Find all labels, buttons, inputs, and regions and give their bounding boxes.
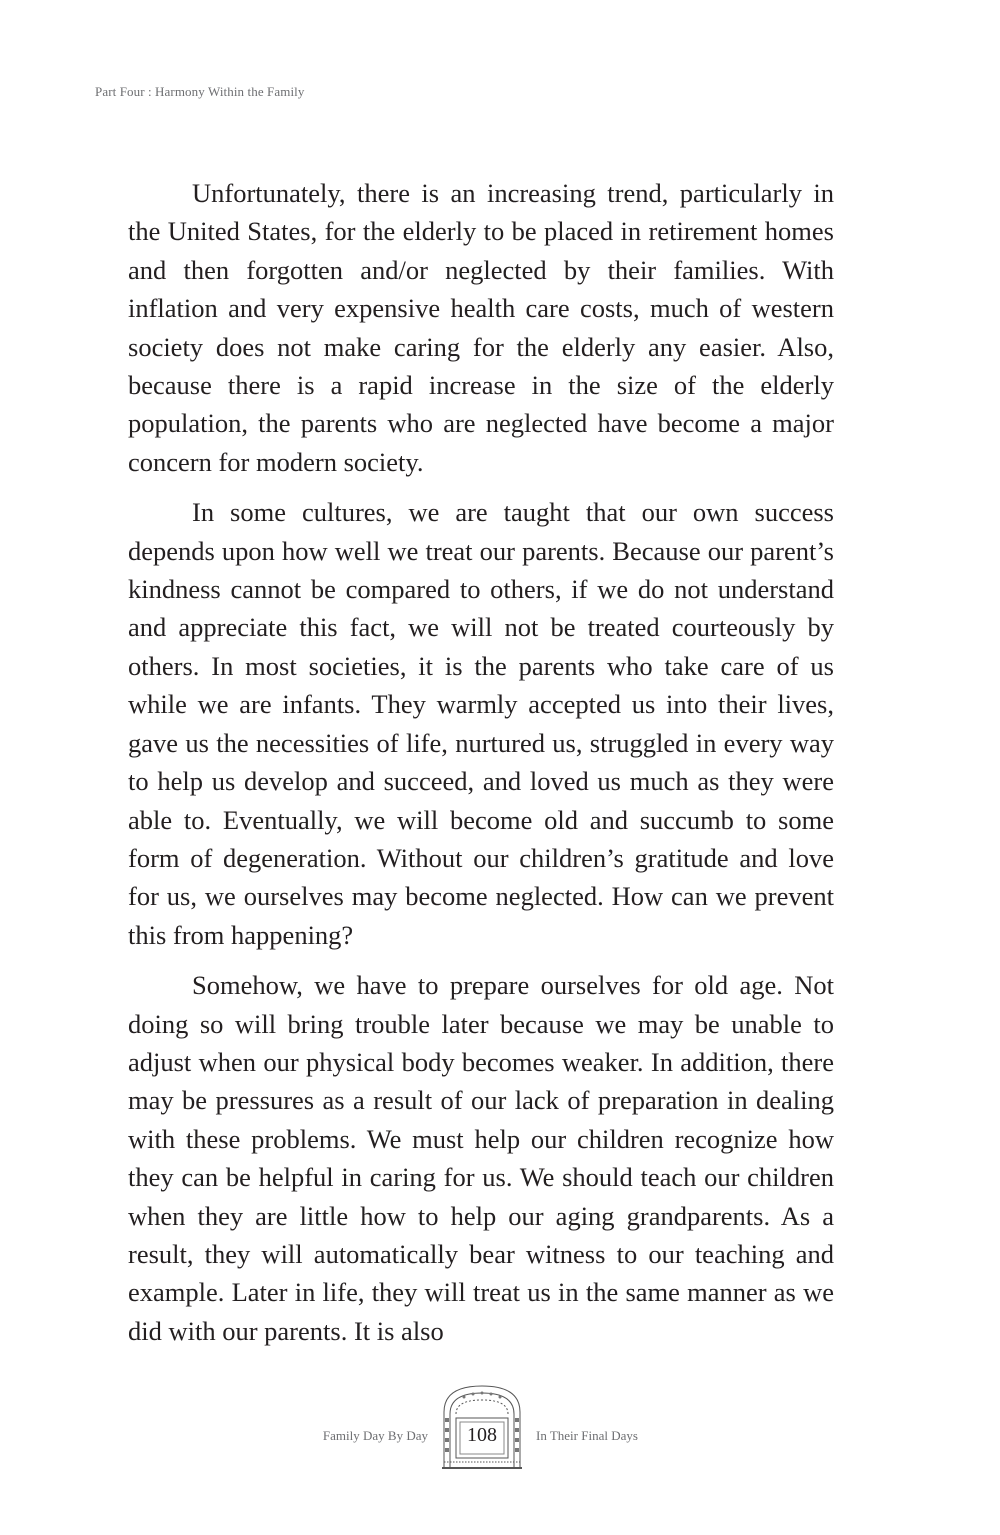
page-footer <box>0 1380 1000 1480</box>
footer-book-title: Family Day By Day <box>322 1428 428 1443</box>
paragraph-3: Somehow, we have to prepare ourselves for old age. Not doing so will bring trouble later because we may be unable to adjust when our physical body becomes weaker. In addition, there may be pressures as a result of our lack of preparation in dealing with these problems. We must help our children recognize how they can be helpful in caring for us. We should teach our children when they are little how to help our aging grandparents. As a result, they will automatically bear witness to our teaching and example. Later in life, they will treat us in the same manner as we did with our parents. It is also <box>128 970 834 1346</box>
page-number: 108 <box>467 1424 497 1446</box>
main-text <box>128 174 834 1362</box>
paragraph-1: Unfortunately, there is an increasing trend, particularly in the United States, for the elderly to be placed in retirement homes and then forgotten and/or neglected by their families. With inflation and very expensive health care costs, much of western society does not make caring for the elderly any easier. Also, because there is a rapid increase in the size of the elderly population, the parents who are neglected have become a major concern for modern society. <box>128 178 834 477</box>
running-header: Part Four : Harmony Within the Family <box>95 84 305 99</box>
footer-chapter-title: In Their Final Days <box>536 1428 638 1443</box>
paragraph-2: In some cultures, we are taught that our own success depends upon how well we treat our parents. Because our parent’s kindness cannot be compared to others, if we do not understand and appreciate this fact, we will not be treated courteously by others. In most societies, it is the parents who take care of us while we are infants. They warmly accepted us into their lives, gave us the necessities of life, nurtured us, struggled in every way to help us develop and succeed, and loved us much as they were able to. Eventually, we will become old and succumb to some form of degeneration. Without our children’s gratitude and love for us, we ourselves may become neglected. How can we prevent this from happening? <box>128 497 834 950</box>
